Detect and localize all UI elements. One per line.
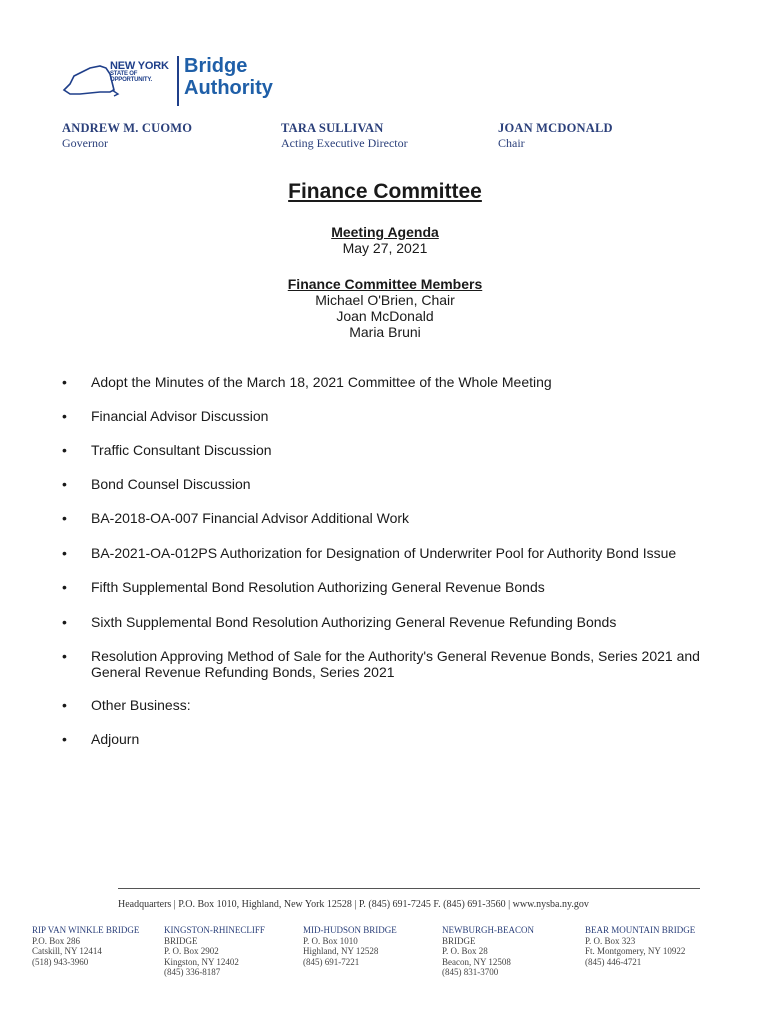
document-title: Finance Committee [288, 180, 482, 203]
footer-bridge: BEAR MOUNTAIN BRIDGE P. O. Box 323 Ft. Montgomery, NY 10922 (845) 446-4721 [585, 925, 696, 967]
meeting-heading: Meeting Agenda [331, 224, 439, 240]
member-name: Maria Bruni [349, 324, 421, 340]
footer-divider [118, 888, 700, 889]
meeting-date: May 27, 2021 [342, 240, 428, 256]
members-heading: Finance Committee Members [287, 276, 483, 292]
authority-logo [60, 50, 280, 112]
officer-governor: ANDREW M. CUOMO Governor [62, 121, 193, 150]
bullet-icon: • [62, 374, 67, 390]
bullet-icon: • [62, 579, 67, 595]
bullet-icon: • [62, 545, 67, 561]
footer-bridge: MID-HUDSON BRIDGE P. O. Box 1010 Highland, NY 12528 (845) 691-7221 [303, 925, 397, 967]
bullet-icon: • [62, 442, 67, 458]
footer-headquarters: Headquarters | P.O. Box 1010, Highland, New York 12528 | P. (845) 691-7245 F. (845) 691-3560 | www.nysba.ny.gov [118, 899, 589, 910]
bullet-icon: • [62, 476, 67, 492]
footer-bridge: RIP VAN WINKLE BRIDGE P.O. Box 286 Catskill, NY 12414 (518) 943-3960 [32, 925, 140, 967]
bullet-icon: • [62, 697, 67, 713]
logo-authority-word: Authority [184, 77, 273, 99]
logo-bridge-word: Bridge [184, 55, 248, 77]
state-wordmark: NEW YORK STATE OF OPPORTUNITY. [110, 60, 169, 83]
footer-bridge: NEWBURGH-BEACON BRIDGE P. O. Box 28 Beacon, NY 12508 (845) 831-3700 [442, 925, 534, 977]
officer-executive-director: TARA SULLIVAN Acting Executive Director [281, 121, 408, 150]
member-name: Joan McDonald [336, 308, 434, 324]
officer-chair: JOAN MCDONALD Chair [498, 121, 613, 150]
member-name: Michael O'Brien, Chair [315, 292, 455, 308]
bullet-icon: • [62, 648, 67, 664]
bullet-icon: • [62, 408, 67, 424]
footer-bridge: KINGSTON-RHINECLIFF BRIDGE P. O. Box 2902 Kingston, NY 12402 (845) 336-8187 [164, 925, 265, 977]
logo-divider [177, 56, 179, 106]
bullet-icon: • [62, 731, 67, 747]
bullet-icon: • [62, 510, 67, 526]
bullet-icon: • [62, 614, 67, 630]
